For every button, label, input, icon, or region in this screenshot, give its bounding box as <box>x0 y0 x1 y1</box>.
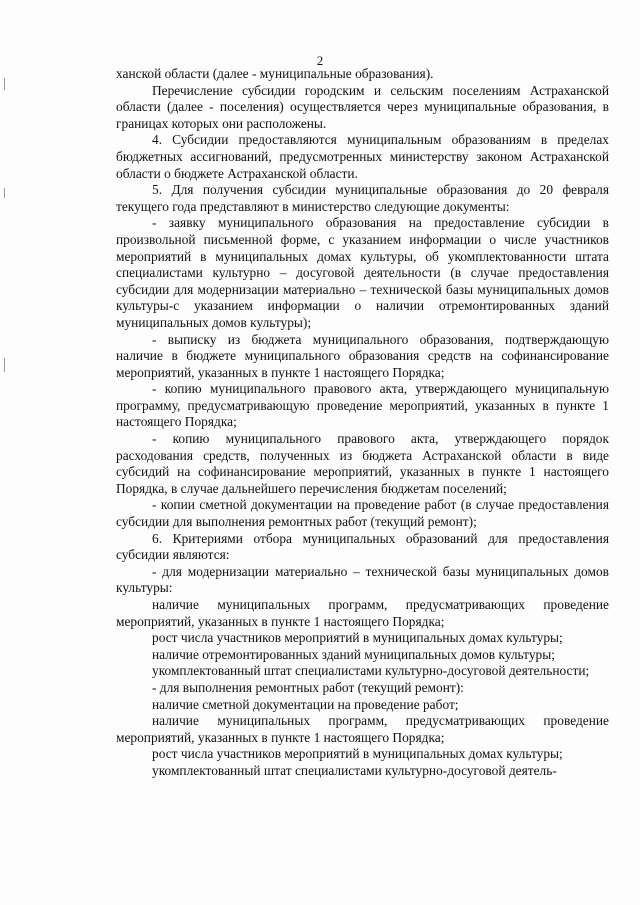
paragraph: ханской области (далее - муниципальные образования). <box>116 66 434 81</box>
paragraph: Перечисление субсидии городским и сельским поселениям Астраханской области (далее - поселения) осуществляется через муниципальные образования, в границах которых они расположены. <box>116 82 609 131</box>
paragraph: рост числа участников мероприятий в муниципальных домах культуры; <box>152 630 563 646</box>
paragraph: - для выполнения ремонтных работ (текущий ремонт): <box>152 679 464 695</box>
paragraph: рост числа участников мероприятий в муниципальных домах культуры; <box>152 746 563 762</box>
paragraph: - копию муниципального правового акта, утверждающего порядок расходования средств, полученных из бюджета Астраханской области в виде субсидий на софинансирование мероприятий, указанных в пункте 1 настоящего Порядка, в случае дальнейшего перечисления бюджетам поселений; <box>116 431 609 496</box>
paragraph: наличие муниципальных программ, предусматривающих проведение мероприятий, указанных в пункте 1 настоящего Порядка; <box>116 713 609 745</box>
paragraph: - копии сметной документации на проведение работ (в случае предоставления субсидии для выполнения ремонтных работ (текущий ремонт); <box>116 497 609 530</box>
scan-edge-mark <box>4 78 5 90</box>
page-number: 2 <box>316 53 324 68</box>
paragraph: укомплектованный штат специалистами культурно-досуговой деятельности; <box>152 663 590 679</box>
paragraph: - копию муниципального правового акта, утверждающего муниципальную программу, предусматривающую проведение мероприятий, указанных в пункте 1 настоящего Порядка; <box>116 381 609 430</box>
paragraph: укомплектованный штат специалистами культурно-досуговой деятель- <box>152 762 557 778</box>
paragraph: 6. Критериями отбора муниципальных образований для предоставления субсидии являются: <box>116 530 609 563</box>
scan-edge-mark <box>4 188 5 198</box>
paragraph: 4. Субсидии предоставляются муниципальным образованиям в пределах бюджетных ассигнований, предусмотренных министерству законом Астраханской области о бюджете Астраханской области. <box>116 132 609 181</box>
paragraph: наличие сметной документации на проведение работ; <box>152 696 459 712</box>
scan-edge-mark <box>4 358 5 372</box>
paragraph: 5. Для получения субсидии муниципальные образования до 20 февраля текущего года представляют в министерство следующие документы: <box>116 182 609 214</box>
paragraph: наличие муниципальных программ, предусматривающих проведение мероприятий, указанных в пункте 1 настоящего Порядка; <box>116 597 609 629</box>
paragraph: наличие отремонтированных зданий муниципальных домов культуры; <box>152 646 555 662</box>
paragraph: - выписку из бюджета муниципального образования, подтверждающую наличие в бюджете муниципального образования средств на софинансирование мероприятий, указанных в пункте 1 настоящего Порядка; <box>116 331 609 380</box>
paragraph: - для модернизации материально – технической базы муниципальных домов культуры: <box>116 563 609 596</box>
document-body <box>116 66 609 780</box>
paragraph: - заявку муниципального образования на предоставление субсидии в произвольной письменной форме, с указанием информации о числе участников мероприятий в муниципальных домах культуры, об укомплектованности штата специалистами культурно – досуговой деятельности (в случае предоставления субсидии для модернизации материально – технической базы муниципальных домов культуры-с указанием информации о наличии отремонтированных зданий муниципальных домов культуры); <box>116 215 609 330</box>
